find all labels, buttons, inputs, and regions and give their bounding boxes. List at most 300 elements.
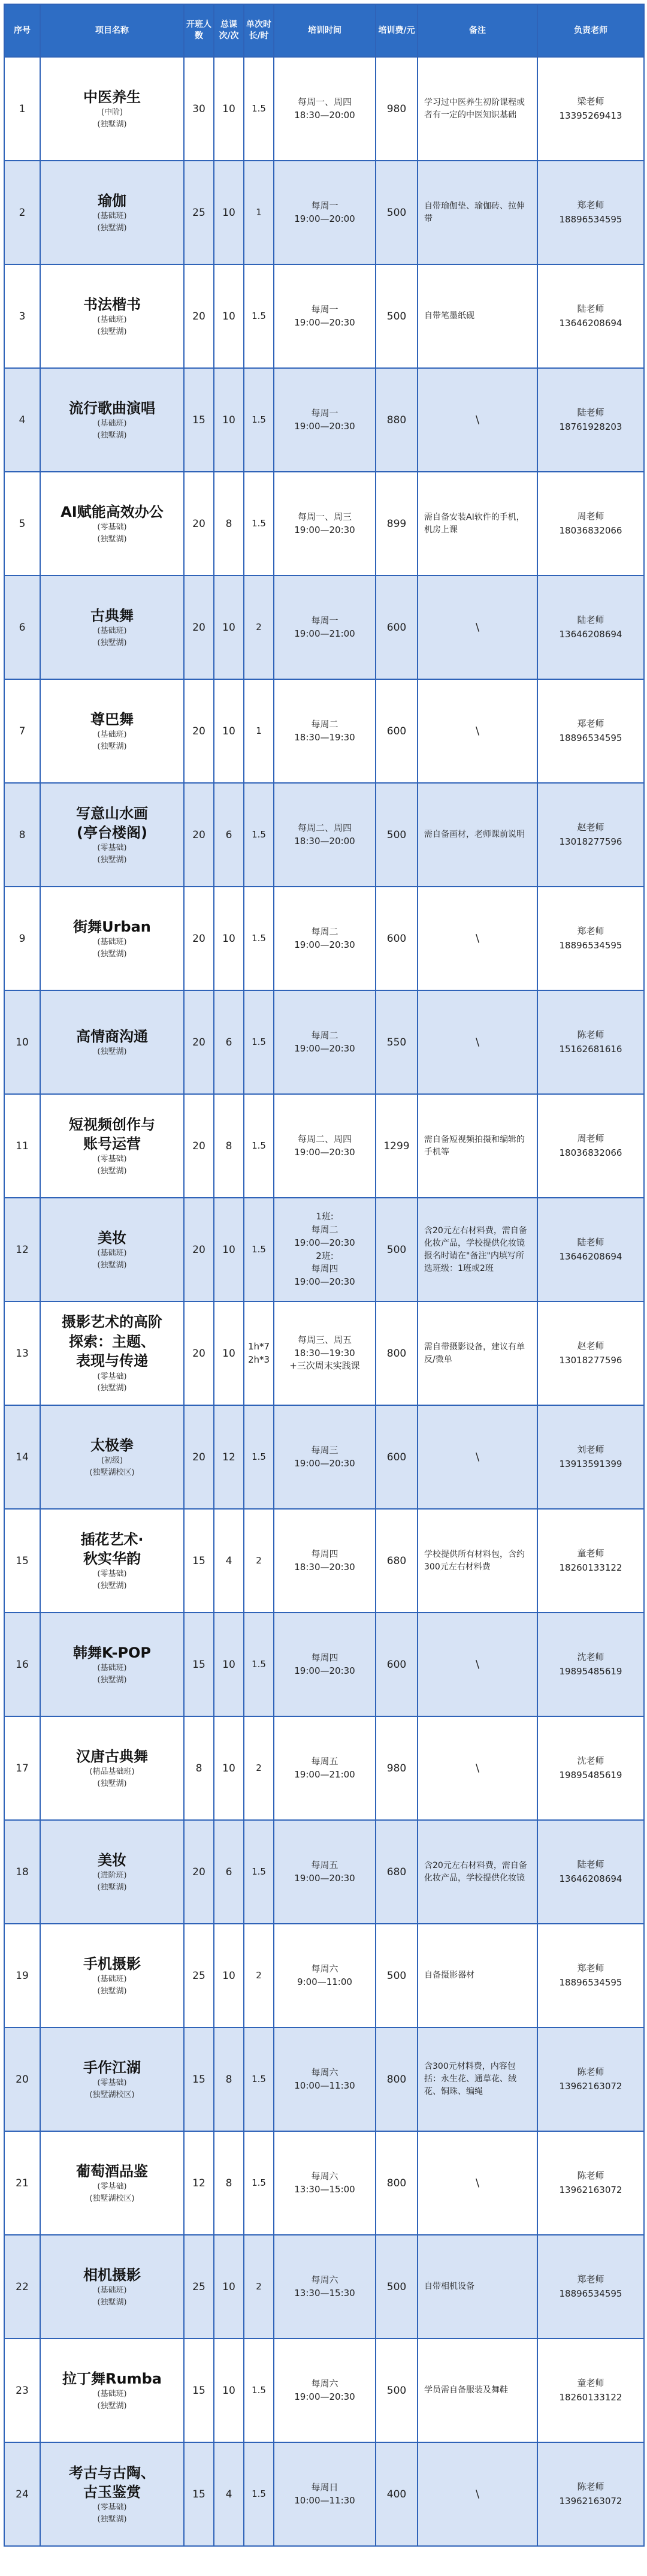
class-size: 25	[184, 1924, 214, 2027]
teacher-cell	[537, 264, 644, 368]
row-index: 23	[4, 2339, 40, 2442]
table-row	[4, 783, 644, 887]
notes: 学校提供所有材料包，含约300元左右材料费	[418, 1509, 537, 1613]
course-tag: (零基础)	[97, 1155, 127, 1164]
course-tag: (独墅湖校区)	[89, 1468, 135, 1477]
course-tag: (独墅湖)	[97, 742, 127, 751]
teacher-name: 陈老师	[577, 1029, 604, 1041]
course-name-cell	[40, 783, 184, 887]
notes: 自备摄影器材	[418, 1924, 537, 2027]
notes: 学习过中医养生初阶课程或者有一定的中医知识基础	[418, 57, 537, 161]
teacher-cell	[537, 2131, 644, 2235]
teacher-phone: 18260133122	[559, 2391, 622, 2403]
teacher-phone: 13646208694	[559, 1873, 622, 1884]
teacher-cell	[537, 1716, 644, 1820]
fee: 980	[376, 57, 418, 161]
table-row	[4, 161, 644, 264]
course-tag: (基础班)	[97, 2390, 127, 2399]
teacher-cell	[537, 368, 644, 472]
schedule: 每周三、周五 18:30—19:30 +三次周末实践课	[274, 1301, 376, 1405]
course-tag: (独墅湖)	[97, 1581, 127, 1590]
table-row	[4, 887, 644, 990]
course-tag: (独墅湖)	[97, 1779, 127, 1788]
table-row	[4, 1716, 644, 1820]
fee: 500	[376, 1924, 418, 2027]
course-tag: (独墅湖)	[97, 855, 127, 864]
course-tag: (独墅湖)	[97, 327, 127, 336]
session-hours: 2	[244, 1716, 274, 1820]
row-index: 24	[4, 2442, 40, 2546]
notes: 需自带摄影设备，建议有单反/微单	[418, 1301, 537, 1405]
table-row	[4, 2442, 644, 2546]
notes: 需自备短视频拍摄和编辑的手机等	[418, 1094, 537, 1198]
fee: 800	[376, 2027, 418, 2131]
fee: 600	[376, 1613, 418, 1716]
fee: 500	[376, 1198, 418, 1301]
notes: \	[418, 990, 537, 1094]
teacher-phone: 13962163072	[559, 2080, 622, 2092]
fee: 680	[376, 1509, 418, 1613]
course-tag: (基础班)	[97, 419, 127, 429]
course-name: 葡萄酒品鉴	[76, 2162, 148, 2180]
session-hours: 1.5	[244, 2339, 274, 2442]
course-name-cell	[40, 161, 184, 264]
total-sessions: 10	[214, 1924, 244, 2027]
teacher-name: 陆老师	[577, 303, 604, 315]
session-hours: 1h*7 2h*3	[244, 1301, 274, 1405]
course-tag: (基础班)	[97, 626, 127, 636]
course-name: 短视频创作与 账号运营	[69, 1116, 155, 1152]
row-index: 18	[4, 1820, 40, 1924]
course-name: 相机摄影	[83, 2266, 141, 2283]
course-table	[4, 4, 645, 2547]
session-hours: 2	[244, 1509, 274, 1613]
class-size: 15	[184, 2027, 214, 2131]
course-tag: (独墅湖)	[97, 1882, 127, 1892]
header-session-hours: 单次时长/时	[244, 4, 274, 57]
schedule: 每周一、周四 18:30—20:00	[274, 57, 376, 161]
teacher-name: 梁老师	[577, 96, 604, 107]
total-sessions: 6	[214, 1820, 244, 1924]
course-tag: (零基础)	[97, 1372, 127, 1381]
session-hours: 1.5	[244, 57, 274, 161]
row-index: 17	[4, 1716, 40, 1820]
table-row	[4, 576, 644, 679]
schedule: 每周六 13:30—15:00	[274, 2131, 376, 2235]
fee: 980	[376, 1716, 418, 1820]
course-name-cell	[40, 887, 184, 990]
total-sessions: 4	[214, 2442, 244, 2546]
fee: 500	[376, 2339, 418, 2442]
table-row	[4, 472, 644, 576]
class-size: 20	[184, 1094, 214, 1198]
session-hours: 1.5	[244, 2442, 274, 2546]
course-tag: (独墅湖)	[97, 1260, 127, 1270]
class-size: 20	[184, 264, 214, 368]
notes: \	[418, 887, 537, 990]
row-index: 4	[4, 368, 40, 472]
teacher-phone: 13646208694	[559, 628, 622, 640]
teacher-name: 周老师	[577, 1133, 604, 1144]
class-size: 8	[184, 1716, 214, 1820]
session-hours: 1.5	[244, 2027, 274, 2131]
session-hours: 1.5	[244, 472, 274, 576]
table-row	[4, 1198, 644, 1301]
table-row	[4, 1405, 644, 1509]
table-row	[4, 1301, 644, 1405]
course-name: 考古与古陶、 古玉鉴赏	[69, 2464, 155, 2500]
total-sessions: 10	[214, 679, 244, 783]
schedule: 每周六 19:00—20:30	[274, 2339, 376, 2442]
row-index: 13	[4, 1301, 40, 1405]
fee: 600	[376, 887, 418, 990]
row-index: 6	[4, 576, 40, 679]
session-hours: 1	[244, 679, 274, 783]
row-index: 9	[4, 887, 40, 990]
fee: 800	[376, 1301, 418, 1405]
schedule: 每周四 19:00—20:30	[274, 1613, 376, 1716]
course-tag: (基础班)	[97, 2286, 127, 2295]
teacher-name: 赵老师	[577, 822, 604, 833]
schedule: 每周五 19:00—21:00	[274, 1716, 376, 1820]
notes: \	[418, 1405, 537, 1509]
schedule: 每周一 19:00—20:30	[274, 264, 376, 368]
notes: 自带瑜伽垫、瑜伽砖、拉伸带	[418, 161, 537, 264]
teacher-cell	[537, 1301, 644, 1405]
row-index: 14	[4, 1405, 40, 1509]
teacher-cell	[537, 2027, 644, 2131]
teacher-name: 沈老师	[577, 1652, 604, 1663]
session-hours: 1.5	[244, 990, 274, 1094]
course-name: 手机摄影	[83, 1955, 141, 1972]
teacher-phone: 18761928203	[559, 421, 622, 432]
notes: 需自备画材，老师课前说明	[418, 783, 537, 887]
total-sessions: 8	[214, 2131, 244, 2235]
fee: 500	[376, 783, 418, 887]
table-row	[4, 2027, 644, 2131]
course-name-cell	[40, 2339, 184, 2442]
schedule: 每周四 18:30—20:30	[274, 1509, 376, 1613]
total-sessions: 6	[214, 990, 244, 1094]
class-size: 15	[184, 2442, 214, 2546]
schedule: 每周一 19:00—20:00	[274, 161, 376, 264]
row-index: 1	[4, 57, 40, 161]
course-tag: (零基础)	[97, 2182, 127, 2192]
row-index: 2	[4, 161, 40, 264]
course-name: 太极拳	[90, 1436, 134, 1454]
fee: 880	[376, 368, 418, 472]
class-size: 30	[184, 57, 214, 161]
teacher-name: 赵老师	[577, 1340, 604, 1352]
total-sessions: 12	[214, 1405, 244, 1509]
total-sessions: 8	[214, 2027, 244, 2131]
class-size: 25	[184, 2235, 214, 2339]
course-name-cell	[40, 1509, 184, 1613]
teacher-phone: 19895485619	[559, 1769, 622, 1780]
schedule: 每周日 10:00—11:30	[274, 2442, 376, 2546]
notes: 自带笔墨纸砚	[418, 264, 537, 368]
teacher-phone: 18036832066	[559, 525, 622, 536]
course-tag: (独墅湖)	[97, 223, 127, 233]
session-hours: 1.5	[244, 783, 274, 887]
schedule: 每周二 19:00—20:30	[274, 990, 376, 1094]
row-index: 11	[4, 1094, 40, 1198]
teacher-phone: 15162681616	[559, 1043, 622, 1054]
teacher-cell	[537, 783, 644, 887]
fee: 680	[376, 1820, 418, 1924]
header-schedule: 培训时间	[274, 4, 376, 57]
teacher-cell	[537, 57, 644, 161]
teacher-name: 郑老师	[577, 1963, 604, 1974]
table-row	[4, 679, 644, 783]
teacher-name: 郑老师	[577, 2274, 604, 2285]
notes: \	[418, 679, 537, 783]
teacher-name: 郑老师	[577, 926, 604, 937]
session-hours: 1.5	[244, 1820, 274, 1924]
teacher-cell	[537, 990, 644, 1094]
teacher-cell	[537, 1198, 644, 1301]
teacher-name: 陆老师	[577, 614, 604, 626]
class-size: 20	[184, 1301, 214, 1405]
schedule: 每周二、周四 18:30—20:00	[274, 783, 376, 887]
course-name: 书法楷书	[83, 296, 141, 313]
teacher-phone: 13646208694	[559, 317, 622, 329]
teacher-name: 周老师	[577, 511, 604, 522]
course-name-cell	[40, 2131, 184, 2235]
total-sessions: 8	[214, 472, 244, 576]
teacher-phone: 18896534595	[559, 1977, 622, 1988]
session-hours: 1.5	[244, 887, 274, 990]
schedule: 每周二、周四 19:00—20:30	[274, 1094, 376, 1198]
class-size: 15	[184, 2339, 214, 2442]
teacher-cell	[537, 1924, 644, 2027]
header-notes: 备注	[418, 4, 537, 57]
course-tag: (基础班)	[97, 1249, 127, 1258]
course-name: 插花艺术· 秋实华韵	[80, 1530, 144, 1567]
teacher-cell	[537, 1509, 644, 1613]
course-name: 汉唐古典舞	[76, 1748, 148, 1765]
total-sessions: 10	[214, 57, 244, 161]
teacher-cell	[537, 576, 644, 679]
row-index: 10	[4, 990, 40, 1094]
course-name-cell	[40, 990, 184, 1094]
teacher-name: 陈老师	[577, 2481, 604, 2493]
course-tag: (零基础)	[97, 2503, 127, 2512]
total-sessions: 6	[214, 783, 244, 887]
course-name-cell	[40, 1094, 184, 1198]
teacher-phone: 13395269413	[559, 110, 622, 121]
teacher-name: 刘老师	[577, 1444, 604, 1456]
teacher-name: 沈老师	[577, 1755, 604, 1767]
notes: 需自备安装AI软件的手机，机房上课	[418, 472, 537, 576]
header-total-sessions: 总课次/次	[214, 4, 244, 57]
class-size: 20	[184, 576, 214, 679]
total-sessions: 10	[214, 2339, 244, 2442]
course-name: 韩舞K-POP	[72, 1644, 152, 1661]
row-index: 22	[4, 2235, 40, 2339]
total-sessions: 10	[214, 1716, 244, 1820]
course-tag: (独墅湖校区)	[89, 2194, 135, 2203]
teacher-phone: 13913591399	[559, 1458, 622, 1469]
course-name-cell	[40, 264, 184, 368]
session-hours: 1.5	[244, 1613, 274, 1716]
teacher-cell	[537, 2339, 644, 2442]
course-name: 街舞Urban	[73, 918, 151, 935]
session-hours: 1	[244, 161, 274, 264]
course-tag: (独墅湖校区)	[89, 2090, 135, 2099]
course-tag: (独墅湖)	[97, 2401, 127, 2411]
course-tag: (零基础)	[97, 1569, 127, 1579]
course-tag: (独墅湖)	[97, 2514, 127, 2524]
course-name-cell	[40, 2027, 184, 2131]
teacher-cell	[537, 2442, 644, 2546]
total-sessions: 10	[214, 2235, 244, 2339]
schedule: 每周六 10:00—11:30	[274, 2027, 376, 2131]
course-tag: (独墅湖)	[97, 1047, 127, 1056]
fee: 500	[376, 2235, 418, 2339]
course-name: 尊巴舞	[90, 710, 134, 728]
total-sessions: 10	[214, 887, 244, 990]
teacher-phone: 18260133122	[559, 1562, 622, 1573]
course-name-cell	[40, 1198, 184, 1301]
table-row	[4, 1094, 644, 1198]
teacher-cell	[537, 472, 644, 576]
course-tag: (独墅湖)	[97, 430, 127, 440]
class-size: 25	[184, 161, 214, 264]
schedule: 每周五 19:00—20:30	[274, 1820, 376, 1924]
row-index: 19	[4, 1924, 40, 2027]
course-tag: (基础班)	[97, 212, 127, 221]
schedule: 每周六 13:30—15:30	[274, 2235, 376, 2339]
teacher-phone: 13962163072	[559, 2495, 622, 2506]
course-name: 瑜伽	[98, 192, 126, 209]
fee: 400	[376, 2442, 418, 2546]
class-size: 20	[184, 472, 214, 576]
fee: 600	[376, 576, 418, 679]
teacher-cell	[537, 1094, 644, 1198]
course-tag: (独墅湖)	[97, 1986, 127, 1996]
teacher-phone: 13962163072	[559, 2184, 622, 2195]
course-name-cell	[40, 2442, 184, 2546]
table-row	[4, 1820, 644, 1924]
table-row	[4, 264, 644, 368]
schedule: 每周一 19:00—20:30	[274, 368, 376, 472]
teacher-cell	[537, 1820, 644, 1924]
course-name: 写意山水画 (亭台楼阁)	[76, 805, 148, 841]
course-name: 中医养生	[83, 88, 141, 106]
class-size: 20	[184, 1820, 214, 1924]
fee: 500	[376, 161, 418, 264]
course-name: AI赋能高效办公	[61, 503, 164, 520]
course-tag: (基础班)	[97, 730, 127, 740]
course-tag: (基础班)	[97, 938, 127, 947]
course-name: 摄影艺术的高阶 探索：主题、 表现与传递	[62, 1313, 162, 1370]
course-name: 手作江湖	[83, 2059, 141, 2076]
total-sessions: 10	[214, 1301, 244, 1405]
row-index: 5	[4, 472, 40, 576]
row-index: 15	[4, 1509, 40, 1613]
course-name: 高情商沟通	[76, 1028, 148, 1045]
table-row	[4, 2131, 644, 2235]
class-size: 15	[184, 1509, 214, 1613]
course-tag: (独墅湖)	[97, 1166, 127, 1176]
schedule: 每周二 19:00—20:30	[274, 887, 376, 990]
row-index: 16	[4, 1613, 40, 1716]
teacher-name: 童老师	[577, 2378, 604, 2389]
teacher-phone: 18896534595	[559, 213, 622, 225]
session-hours: 2	[244, 576, 274, 679]
session-hours: 1.5	[244, 1405, 274, 1509]
schedule: 1班: 每周二 19:00—20:30 2班: 每周四 19:00—20:30	[274, 1198, 376, 1301]
header-course-name: 项目名称	[40, 4, 184, 57]
course-table-wrapper	[4, 4, 643, 2547]
teacher-cell	[537, 161, 644, 264]
class-size: 20	[184, 887, 214, 990]
header-class-size: 开班人数	[184, 4, 214, 57]
total-sessions: 8	[214, 1094, 244, 1198]
class-size: 12	[184, 2131, 214, 2235]
header-index: 序号	[4, 4, 40, 57]
fee: 899	[376, 472, 418, 576]
teacher-phone: 19895485619	[559, 1665, 622, 1677]
course-tag: (零基础)	[97, 523, 127, 532]
teacher-phone: 18036832066	[559, 1147, 622, 1158]
total-sessions: 10	[214, 264, 244, 368]
session-hours: 1.5	[244, 1094, 274, 1198]
session-hours: 1.5	[244, 368, 274, 472]
session-hours: 1.5	[244, 264, 274, 368]
notes: 学员需自备服装及舞鞋	[418, 2339, 537, 2442]
session-hours: 1.5	[244, 1198, 274, 1301]
teacher-name: 郑老师	[577, 718, 604, 730]
class-size: 20	[184, 990, 214, 1094]
row-index: 20	[4, 2027, 40, 2131]
notes: \	[418, 1716, 537, 1820]
course-name-cell	[40, 1924, 184, 2027]
session-hours: 1.5	[244, 2131, 274, 2235]
teacher-phone: 13018277596	[559, 1354, 622, 1366]
table-row	[4, 2235, 644, 2339]
notes: \	[418, 576, 537, 679]
schedule: 每周六 9:00—11:00	[274, 1924, 376, 2027]
course-tag: (初级)	[101, 1456, 123, 1466]
course-tag: (独墅湖)	[97, 1675, 127, 1685]
fee: 500	[376, 264, 418, 368]
class-size: 20	[184, 1405, 214, 1509]
course-name: 流行歌曲演唱	[69, 399, 155, 417]
class-size: 15	[184, 1613, 214, 1716]
teacher-name: 郑老师	[577, 200, 604, 211]
header-row	[4, 4, 644, 57]
row-index: 7	[4, 679, 40, 783]
course-tag: (中阶)	[101, 108, 123, 117]
course-tag: (基础班)	[97, 315, 127, 325]
class-size: 15	[184, 368, 214, 472]
total-sessions: 4	[214, 1509, 244, 1613]
course-tag: (进阶班)	[97, 1871, 127, 1881]
teacher-name: 陈老师	[577, 2170, 604, 2182]
course-tag: (基础班)	[97, 1975, 127, 1984]
row-index: 12	[4, 1198, 40, 1301]
teacher-name: 陈老师	[577, 2066, 604, 2078]
class-size: 20	[184, 679, 214, 783]
schedule: 每周一、周三 19:00—20:30	[274, 472, 376, 576]
notes: \	[418, 2131, 537, 2235]
class-size: 20	[184, 1198, 214, 1301]
course-tag: (独墅湖)	[97, 534, 127, 544]
schedule: 每周三 19:00—20:30	[274, 1405, 376, 1509]
notes: 含300元材料费，内容包括：永生花、通草花、绒花、铜珠、编绳	[418, 2027, 537, 2131]
